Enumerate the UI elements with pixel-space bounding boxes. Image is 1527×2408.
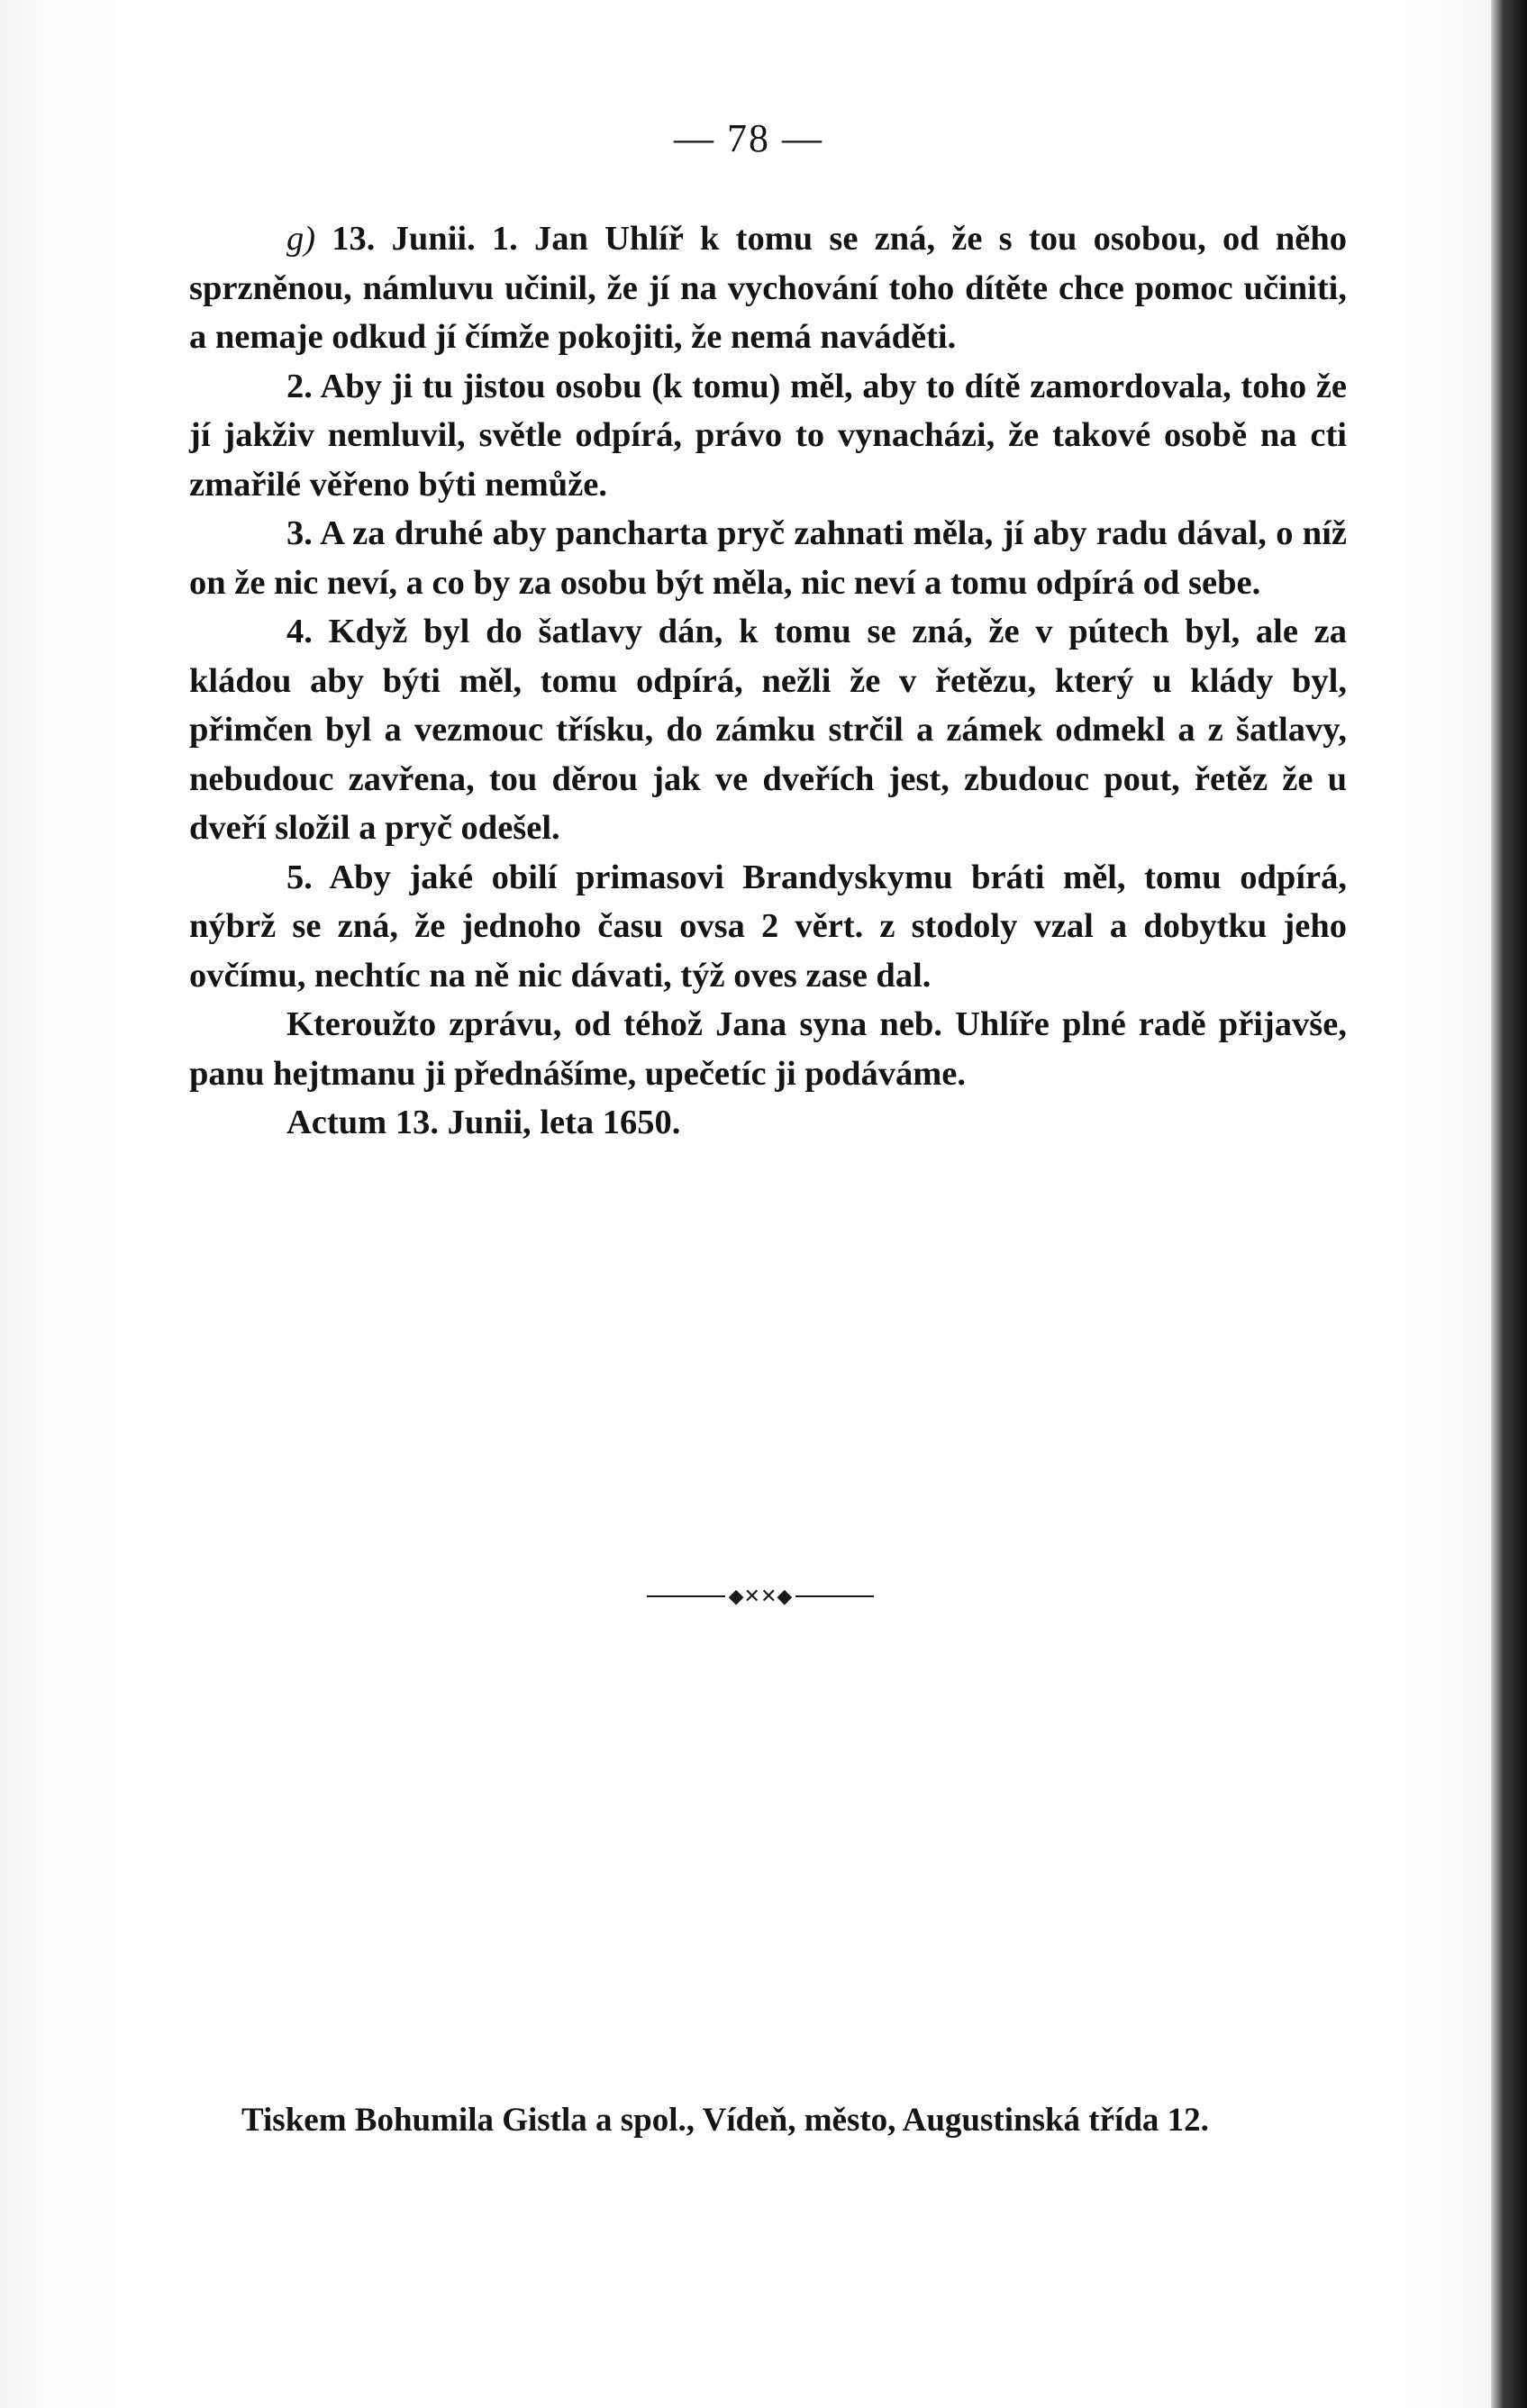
paragraph-3: 3. A za druhé aby pancharta pryč zahnati měla, jí aby radu dával, o níž on že nic neví, a co by za osobu být měla, nic neví a tomu odpírá od sebe. <box>189 514 1347 602</box>
paragraph-2: 2. Aby ji tu jistou osobu (k tomu) měl, aby to dítě zamordovala, toho že jí jakživ nemluvil, světle odpírá, právo to vynacházi, že takové osobě na cti zmařilé věřeno býti nemůže. <box>189 367 1347 504</box>
ornament-knot-icon: ◆✕✕◆ <box>728 1585 793 1608</box>
decorative-rule <box>647 1578 874 1614</box>
rule-line-left <box>647 1595 725 1597</box>
paragraph-4: 4. Když byl do šatlavy dán, k tomu se zná, že v pútech byl, ale za kládou aby býti měl, tomu odpírá, nežli že v řetězu, který u klády byl, přimčen byl a vezmouc třísku, do zámku strčil a zámek odmekl a z šatlavy, nebudouc zavřena, tou děrou jak ve dveřích jest, zbudouc pout, řetěz že u dveří složil a pryč odešel. <box>189 613 1347 847</box>
page-edge-shadow <box>1491 0 1527 2408</box>
printer-imprint: Tiskem Bohumila Gistla a spol., Vídeň, město, Augustinská třída 12. <box>241 2102 1209 2139</box>
rule-line-right <box>795 1595 874 1597</box>
body-text <box>189 214 1347 1148</box>
page-number: — 78 — <box>674 116 823 160</box>
paragraph-5: 5. Aby jaké obilí primasovi Brandyskymu bráti měl, tomu odpírá, nýbrž se zná, že jednoho času ovsa 2 věrt. z stodoly vzal a dobytku jeho ovčímu, nechtíc na ně nic dávati, týž oves zase dal. <box>189 858 1347 995</box>
paragraph-7: Actum 13. Junii, leta 1650. <box>286 1104 681 1141</box>
paragraph-6: Kteroužto zprávu, od téhož Jana syna neb. Uhlíře plné radě přijavše, panu hejtmanu ji přednášíme, upečetíc ji podáváme. <box>189 1005 1347 1093</box>
paragraph-1 <box>189 214 1347 362</box>
paragraph-text: 13. Junii. 1. Jan Uhlíř k tomu se zná, že s tou osobou, od něho sprzněnou, námluvu učinil, že jí na vychování toho dítěte chce pomoc učiniti, a nemaje odkud jí čímže pokojiti, že nemá naváděti. <box>189 220 1347 356</box>
item-label: g) <box>286 220 316 258</box>
